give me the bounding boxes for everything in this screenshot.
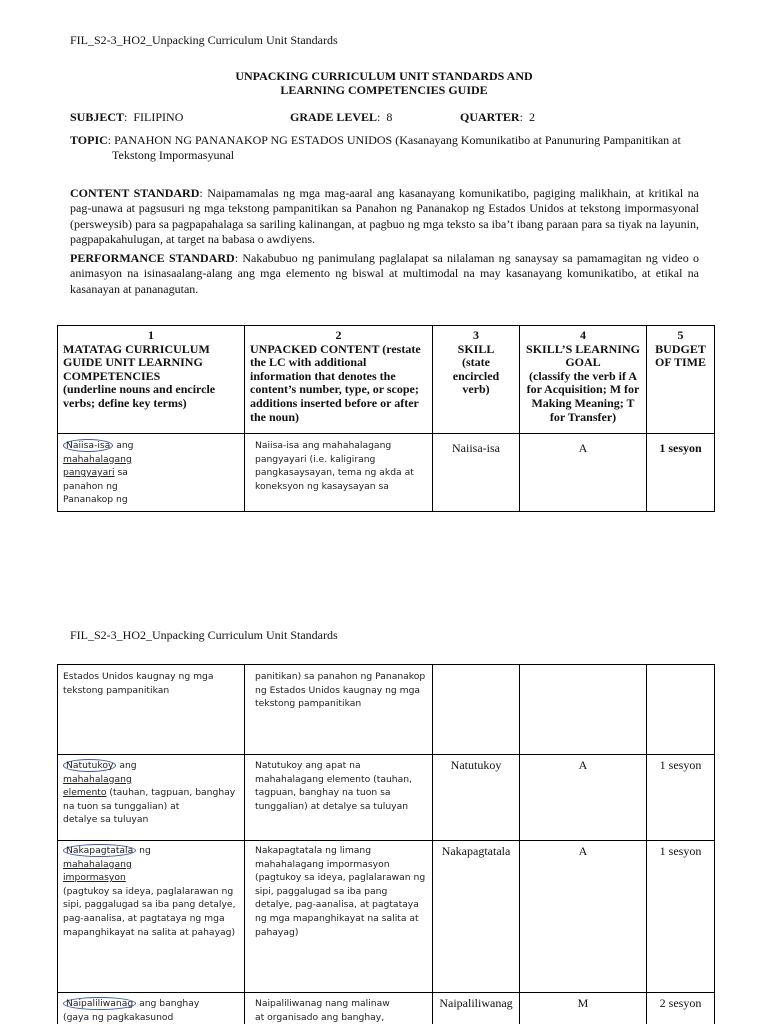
row2-competency: Natutukoy ang mahahalagang elemento (tauhan, tagpuan, banghay na tuon sa tunggalian) at detalye sa tuluyan (58, 755, 245, 841)
row3-competency: Nakapagtatala ng mahahalagang impormasyon (pagtukoy sa ideya, paglalarawan ng sipi, paggalugad sa iba pang detalye, pag-aanalisa, at pagtataya ng mga mapanghikayat na salita at pahayag) (58, 841, 245, 993)
underlined-noun: mahahalagang (63, 453, 132, 465)
row2-goal: A (520, 755, 647, 841)
header-budget (647, 326, 715, 434)
row2-unpacked-content: Natutukoy ang apat na mahahalagang elemento (tauhan, tagpuan, banghay na tuon sa tunggalian) at detalye sa tuluyan (245, 755, 433, 841)
table-row (58, 755, 715, 841)
row1-skill: Naiisa-isa (433, 434, 520, 512)
row4-skill: Naipaliliwanag (433, 993, 520, 1024)
grade-value: 8 (386, 110, 393, 124)
row1-competency-continued: Estados Unidos kaugnay ng mga tekstong pampanitikan (58, 665, 245, 755)
header-col4-number: 4 (580, 328, 586, 342)
table-row (58, 665, 715, 755)
underlined-noun: pangyayari (63, 467, 115, 479)
content-standard-text: Naipamamalas ng mga mag-aaral ang kasanayang komunikatibo, pagiging malikhain, at kritikal na pag-unawa at pagsusuri ng mga tekstong pampanitikan sa Panahon ng Pananakop ng Estados Unidos at tekstong impormasyonal (persweysib) para sa pagpapahalaga sa sariling kalinangan, at pagbuo ng mga teksto sa iba’t ibang paraan para sa tiyak na layunin, pagpapakahulugan, at target na babasa o awdiyens. (70, 186, 699, 246)
row4-goal: M (520, 993, 647, 1024)
row1-competency: Naiisa-isa ang mahahalagang pangyayari sa panahon ng Pananakop ng (58, 434, 245, 512)
header-col4-title: SKILL’S LEARNING GOAL (526, 341, 640, 370)
row3-skill: Nakapagtatala (433, 841, 520, 993)
header-col5-title: BUDGET OF TIME (654, 341, 706, 370)
subject-field: SUBJECT: FILIPINO (70, 110, 184, 124)
performance-standard-label: PERFORMANCE STANDARD (70, 251, 235, 265)
header-col2-number: 2 (335, 328, 342, 342)
row2-skill: Natutukoy (433, 755, 520, 841)
competencies-table-page2 (57, 664, 715, 1024)
header-col5-number: 5 (677, 328, 684, 342)
encircled-verb: Nakapagtatala (63, 844, 136, 857)
underlined-noun: mahahalagang (63, 858, 132, 870)
grade-label: GRADE LEVEL (290, 110, 378, 124)
header-col1-title: MATATAG CURRICULUM GUIDE UNIT LEARNING COMPETENCIES (63, 341, 210, 383)
row3-unpacked-content: Nakapagtatala ng limang mahahalagang impormasyon (pagtukoy sa ideya, paglalarawan ng sipi, paggalugad sa iba pang detalye, pag-aanalisa, at pagtataya ng mga mapanghikayat na salita at pahayag) (245, 841, 433, 993)
underlined-noun: mahahalagang (63, 773, 132, 785)
quarter-label: QUARTER (460, 110, 520, 124)
encircled-verb: Natutukoy (63, 759, 116, 772)
document-code: FIL_S2-3_HO2_Unpacking Curriculum Unit Standards (70, 33, 338, 47)
header-col3-number: 3 (473, 328, 479, 342)
row1-goal: A (520, 434, 647, 512)
row1-unpacked-content: Naiisa-isa ang mahahalagang pangyayari (i.e. kaligirang pangkasaysayan, tema ng akda at koneksyon ng kasaysayan sa (245, 434, 433, 512)
row4-unpacked-content: Naipaliliwanag nang malinaw at organisado ang banghay, (245, 993, 433, 1024)
table-header-row (58, 326, 715, 434)
header-col3-note: (state encircled verb) (452, 355, 500, 397)
performance-standard-text: Nakabubuo ng panimulang paglalapat sa nilalaman ng sanaysay sa pamamagitan ng video o animasyon na isinasaalang-alang ang mga elemento ng biswal at multimodal na may kasanayang komunikatibo, at etikal na kasanayan at pananagutan. (70, 251, 699, 296)
performance-standard: PERFORMANCE STANDARD: Nakabubuo ng panimulang paglalapat sa nilalaman ng sanaysay sa pamamagitan ng video o animasyon na isinasaalang-alang ang mga elemento ng biswal at multimodal na may kasanayang komunikatibo, at etikal na kasanayan at pananagutan. (70, 251, 699, 296)
header-unpacked-content (245, 326, 433, 434)
document-code-page2: FIL_S2-3_HO2_Unpacking Curriculum Unit Standards (70, 628, 338, 642)
encircled-verb: Naiisa-isa (63, 439, 113, 452)
topic-value: PANAHON NG PANANAKOP NG ESTADOS UNIDOS (Kasanayang Komunikatibo at Panunuring Pampanitikan at (114, 133, 681, 147)
grade-field: GRADE LEVEL: 8 (290, 110, 393, 124)
subject-label: SUBJECT (70, 110, 125, 124)
content-standard: CONTENT STANDARD: Naipamamalas ng mga mag-aaral ang kasanayang komunikatibo, pagiging malikhain, at kritikal na pag-unawa at pagsusuri ng mga tekstong pampanitikan sa Panahon ng Pananakop ng Estados Unidos at tekstong impormasyonal (persweysib) para sa pagpapahalaga sa sariling kalinangan, at pagbuo ng mga teksto sa iba’t ibang paraan para sa tiyak na layunin, pagpapakahulugan, at target na babasa o awdiyens. (70, 186, 699, 246)
header-col2-title: UNPACKED CONTENT (restate the LC with additional information that denotes the content’s number, type, or scope; additions inserted before or after the noun) (250, 341, 421, 424)
row3-time: 1 sesyon (647, 841, 715, 993)
encircled-verb: Naipaliliwanag (63, 997, 136, 1010)
table-row (58, 434, 715, 512)
quarter-value: 2 (528, 110, 535, 124)
row4-competency: Naipaliliwanag ang banghay (gaya ng pagkakasunod (58, 993, 245, 1024)
underlined-noun: elemento (63, 787, 107, 799)
header-learning-goal (520, 326, 647, 434)
document-title-line1: UNPACKING CURRICULUM UNIT STANDARDS AND (235, 69, 533, 83)
table-row (58, 841, 715, 993)
subject-value: FILIPINO (133, 110, 184, 124)
header-skill (433, 326, 520, 434)
header-col1-number: 1 (148, 328, 154, 342)
header-col4-note: (classify the verb if A for Acquisition; M for Making Meaning; T for Transfer) (526, 368, 640, 424)
topic-value-continued: Tekstong Impormasyunal (112, 148, 235, 162)
row3-goal: A (520, 841, 647, 993)
underlined-noun: impormasyon (63, 872, 126, 884)
table-row (58, 993, 715, 1024)
row1-unpacked-content-continued: panitikan) sa panahon ng Pananakop ng Estados Unidos kaugnay ng mga tekstong pampanitikan (245, 665, 433, 755)
content-standard-label: CONTENT STANDARD (70, 186, 200, 200)
competencies-table-page1 (57, 325, 715, 512)
topic-label: TOPIC (70, 133, 108, 147)
document-title-line2: LEARNING COMPETENCIES GUIDE (280, 83, 488, 97)
row4-time: 2 sesyon (647, 993, 715, 1024)
header-competencies (58, 326, 245, 434)
row1-time: 1 sesyon (647, 434, 715, 512)
quarter-field: QUARTER: 2 (460, 110, 535, 124)
row2-time: 1 sesyon (647, 755, 715, 841)
header-col3-title: SKILL (457, 341, 495, 356)
header-col1-note: (underline nouns and encircle verbs; define key terms) (63, 382, 216, 410)
topic-field: TOPIC: PANAHON NG PANANAKOP NG ESTADOS UNIDOS (Kasanayang Komunikatibo at Panunuring Pampanitikan at (70, 133, 681, 147)
